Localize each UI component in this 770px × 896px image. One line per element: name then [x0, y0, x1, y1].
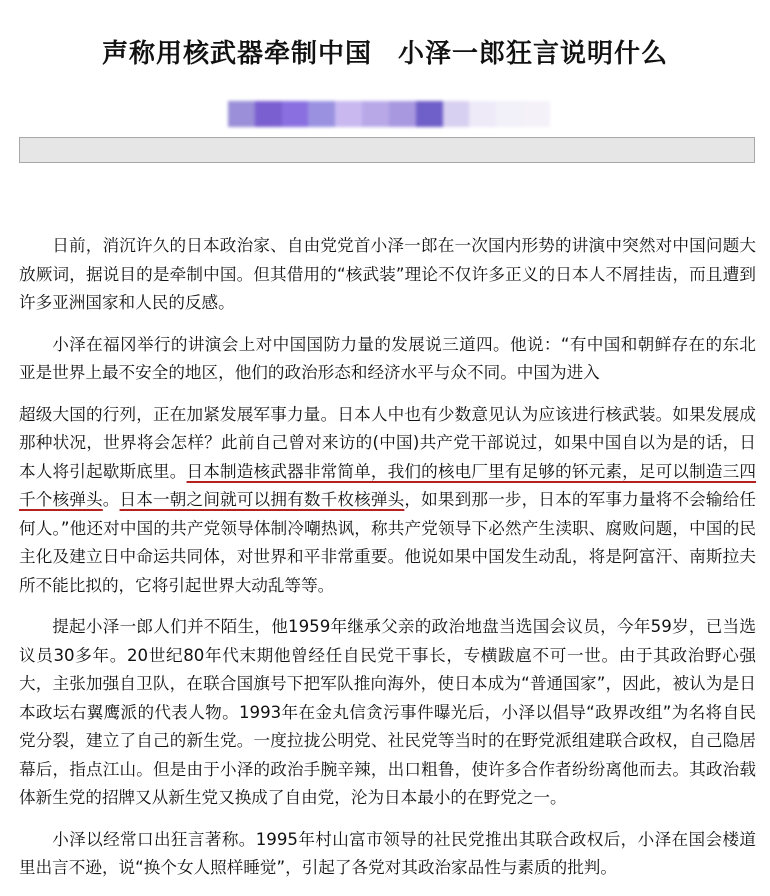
paragraph-3-part-c: ，如果到那一步，日本的军事力量将不会输给任何人。”他还对中国的共产党领导体制冷嘲热讽，称共产党领导下必然产生渎职、腐败问题，中国的民主化及建立日中命运共同体，对世界和平非常重要。他说如果中国发生动乱，将是阿富汗、南斯拉夫所不能比拟的，它将引起世界大动乱等等。 — [19, 490, 757, 595]
redacted-block — [443, 101, 470, 127]
redacted-block — [282, 101, 309, 127]
redacted-block — [335, 101, 362, 127]
redacted-block — [496, 101, 523, 127]
redacted-block — [389, 101, 416, 127]
title-part-1: 声称用核武器牵制中国 — [101, 39, 372, 69]
paragraph-3-part-a: 超级大国的行列，正在加紧发展军事力量。日本人中也有少数意见认为应该进行核武装。如果发展成那种状况，世界将会怎样？此前自己曾对来访的(中国)共产党干部说过，如果中国自以为是的话，日本人将引起歇斯底里。 — [19, 404, 756, 481]
paragraph-1: 日前，消沉许久的日本政治家、自由党党首小泽一郎在一次国内形势的讲演中突然对中国问题大放厥词，据说目的是牵制中国。但其借用的“核武装”理论不仅许多正义的日本人不屑挂齿，而且遭到许多亚洲国家和人民的反感。 — [19, 236, 756, 312]
redacted-block — [362, 101, 389, 127]
paragraph-3 — [19, 401, 756, 601]
paragraph-3-part-b: 。 — [102, 490, 120, 509]
redacted-block — [308, 101, 335, 127]
info-bar — [19, 137, 755, 163]
paragraph-2: 小泽在福冈举行的讲演会上对中国国防力量的发展说三道四。他说：“有中国和朝鲜存在的东北亚是世界上最不安全的地区，他们的政治形态和经济水平与众不同。中国为进入 — [19, 334, 756, 382]
redacted-block — [469, 101, 496, 127]
highlight-quote-2: 日本一朝之间就可以拥有数千枚核弹头 — [119, 490, 405, 509]
article-body — [19, 232, 756, 896]
paragraph-5: 小泽以经常口出狂言著称。1995年村山富市领导的社民党推出其联合政权后，小泽在国会楼道里出言不逊，说“换个女人照样睡觉”，引起了各党对其政治家品性与素质的批判。 — [19, 829, 756, 877]
redacted-block — [416, 101, 443, 127]
highlight-quote-1: 日本制造核武器非常简单，我们的核电厂里有足够的钚元素，足可以制造三四千个核弹头 — [19, 461, 757, 509]
article-title — [0, 36, 770, 72]
paragraph-4: 提起小泽一郎人们并不陌生，他1959年继承父亲的政治地盘当选国会议员，今年59岁，已当选议员30多年。20世纪80年代末期他曾经任自民党干事长，专横跋扈不可一世。由于其政治野心强大，主张加强自卫队，在联合国旗号下把军队推向海外，使日本成为“普通国家”，因此，被认为是日本政坛右翼鹰派的代表人物。1993年在金丸信贪污事件曝光后，小泽以倡导“政界改组”为名将自民党分裂，建立了自己的新生党。一度拉拢公明党、社民党等当时的在野党派组建联合政权，自己隐居幕后，指点江山。但是由于小泽的政治手腕辛辣，出口粗鲁，使许多合作者纷纷离他而去。其政治载体新生党的招牌又从新生党又换成了自由党，沦为日本最小的在野党之一。 — [19, 617, 756, 807]
title-part-2: 小泽一郎狂言说明什么 — [398, 39, 669, 69]
redacted-block — [255, 101, 282, 127]
redacted-block — [228, 101, 255, 127]
redacted-byline — [228, 101, 550, 127]
redacted-block — [523, 101, 550, 127]
